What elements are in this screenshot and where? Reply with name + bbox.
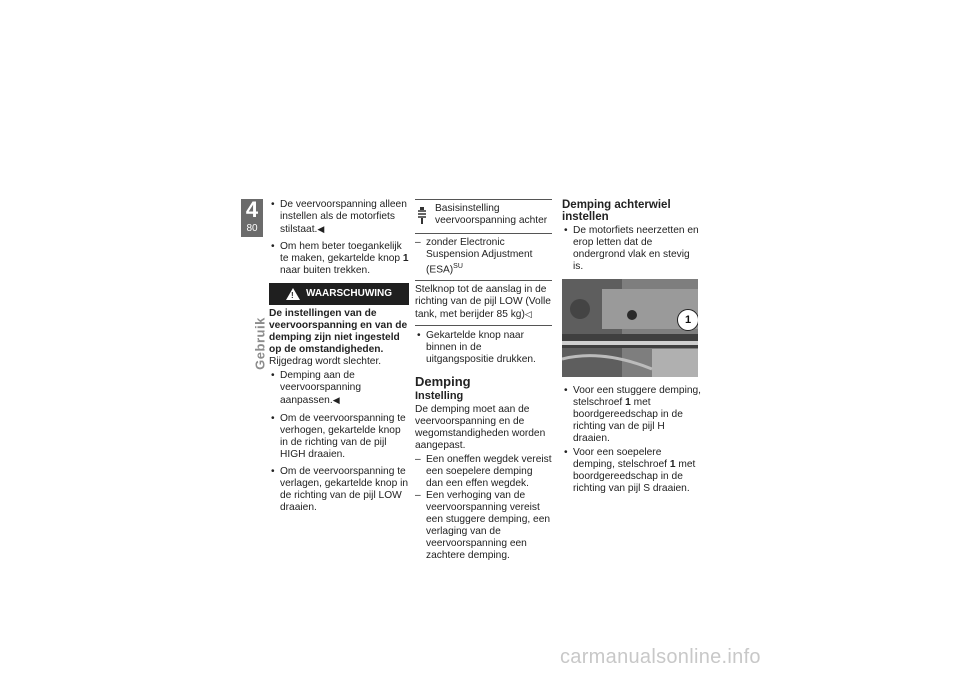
list-item bbox=[562, 385, 702, 445]
list-item bbox=[269, 241, 409, 277]
list-item-text: met boordgereedschap in de richting van de pijl H draaien. bbox=[573, 397, 683, 444]
warning-title: De instellingen van de veervoorspanning en van de demping zijn niet ingesteld op de omstandigheden. bbox=[269, 308, 408, 355]
list-item-text: De veervoorspanning alleen instellen als de motorfiets stilstaat. bbox=[280, 199, 407, 235]
reference-number: 1 bbox=[625, 397, 631, 408]
warning-label: WAARSCHUWING bbox=[305, 288, 393, 299]
list-item bbox=[562, 225, 702, 273]
end-mark-icon: ◀ bbox=[332, 395, 340, 405]
list-item-text: Gekartelde knop naar binnen in de uitgangspositie drukken. bbox=[426, 330, 536, 366]
warning-icon: ! bbox=[286, 288, 300, 300]
chapter-label: Gebruik bbox=[252, 317, 268, 370]
column-3 bbox=[562, 199, 702, 500]
callout-marker: 1 bbox=[677, 309, 698, 331]
list-item bbox=[562, 447, 702, 495]
reference-number: 1 bbox=[402, 253, 409, 264]
section-heading: Demping bbox=[415, 374, 471, 390]
end-mark-icon: ◁ bbox=[524, 309, 532, 320]
column-1 bbox=[269, 199, 409, 519]
damping-adjuster-photo bbox=[562, 279, 698, 377]
list-item bbox=[415, 330, 552, 366]
list-item-text: Om hem beter toegankelijk te maken, gekartelde knop bbox=[280, 241, 403, 264]
list-item-text: naar buiten trekken. bbox=[280, 265, 371, 276]
list-item-text: De motorfiets neerzetten en erop letten dat de ondergrond vlak en stevig is. bbox=[573, 225, 699, 272]
section-heading: Demping achterwiel instellen bbox=[562, 199, 671, 223]
watermark: carmanualsonline.info bbox=[560, 646, 761, 668]
list-item-text: Om de veervoorspanning te verlagen, gekartelde knop in de richting van de pijl LOW draaien. bbox=[280, 466, 408, 513]
superscript: SU bbox=[453, 263, 463, 270]
table-header-text: Basisinstelling veervoorspanning achter bbox=[435, 203, 548, 226]
page-number: 80 bbox=[246, 223, 258, 234]
subsection-heading: Instelling bbox=[415, 390, 464, 403]
table-row bbox=[415, 234, 552, 281]
column-2 bbox=[415, 199, 552, 562]
list-item bbox=[269, 370, 409, 407]
table-cell-text: zonder Electronic Suspension Adjustment (ESA) bbox=[426, 237, 533, 276]
list-item-text: Een oneffen wegdek vereist een soepelere demping dan een effen wegdek. bbox=[426, 454, 552, 490]
list-item bbox=[269, 466, 409, 514]
end-mark-icon: ◀ bbox=[317, 224, 325, 234]
table-cell-text: Stelknop tot de aanslag in de richting van de pijl LOW (Volle tank, met berijder 85 kg) bbox=[415, 284, 551, 321]
table-header bbox=[415, 200, 552, 234]
photo-drawing bbox=[562, 279, 698, 377]
paragraph: De demping moet aan de veervoorspanning en de wegomstandigheden worden aangepast. bbox=[415, 404, 546, 452]
list-item-text: Voor een stuggere demping, stelschroef bbox=[573, 385, 701, 408]
list-item-text: Een verhoging van de veervoorspanning vereist een stuggere demping, een verlaging van de veervoorspanning een zachtere demping. bbox=[426, 490, 551, 562]
table-row bbox=[415, 281, 552, 325]
chapter-number: 4 bbox=[245, 197, 259, 222]
list-item-text: Demping aan de veervoorspanning aanpassen. bbox=[280, 370, 361, 406]
motorcycle-suspension-icon bbox=[415, 203, 429, 227]
list-item-text: Om de veervoorspanning te verhogen, gekartelde knop in de richting van de pijl HIGH draaien. bbox=[280, 413, 406, 460]
warning-text: Rijgedrag wordt slechter. bbox=[269, 356, 382, 367]
reference-number: 1 bbox=[669, 459, 676, 470]
list-item-text: Voor een soepelere demping, stelschroef bbox=[573, 447, 670, 470]
list-item bbox=[269, 413, 409, 461]
warning-bar bbox=[269, 283, 409, 305]
table-cell bbox=[415, 237, 552, 276]
list-item-text: met boordgereedschap in de richting van pijl S draaien. bbox=[573, 459, 696, 494]
list-item bbox=[415, 454, 552, 490]
settings-table bbox=[415, 199, 552, 326]
list-item bbox=[415, 490, 552, 562]
list-item bbox=[269, 199, 409, 236]
